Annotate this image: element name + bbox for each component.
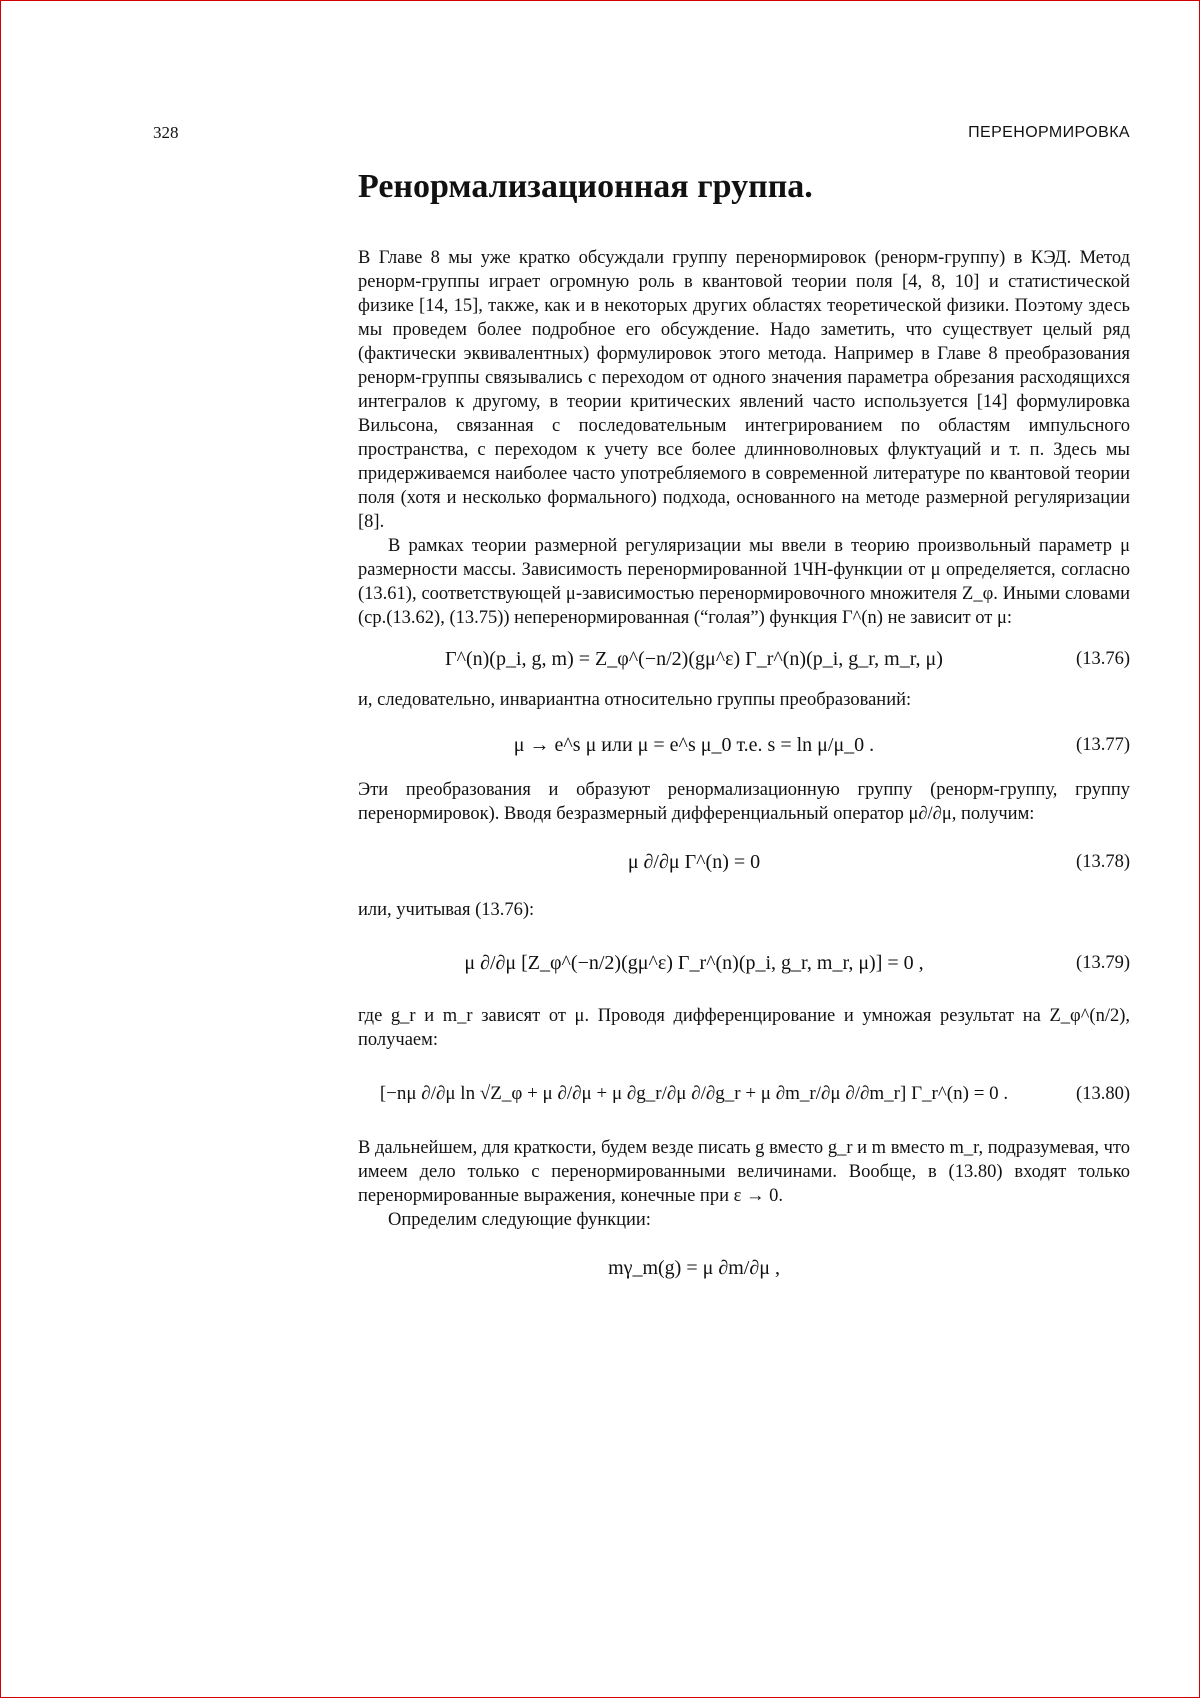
- paragraph-intro: В Главе 8 мы уже кратко обсуждали группу перенормировок (ренорм-группу) в КЭД. Метод ренорм-группы играет огромную роль в квантовой теории поля [4, 8, 10] и статистической физике [14, 15], также, как и в некоторых других областях теоретической физики. Поэтому здесь мы проведем более подробное его обсуждение. Надо заметить, что существует целый ряд (фактически эквивалентных) формулировок этого метода. Например в Главе 8 преобразования ренорм-группы связывались с переходом от одного значения параметра обрезания расходящихся интегралов к другому, в теории критических явлений часто используется [14] формулировка Вильсона, связанная с последовательным интегрированием по областям импульсного пространства, с переходом к учету все более длинноволновых флуктуаций и т. п. Здесь мы придерживаемся наиболее часто употребляемого в современной литературе по квантовой теории поля (хотя и несколько формального) подхода, основанного на методе размерной регуляризации [8].: [358, 248, 1130, 532]
- paragraph-considering: или, учитывая (13.76):: [358, 900, 535, 920]
- equation-13-78: [358, 826, 1130, 898]
- equation-13-79: [358, 922, 1130, 1004]
- equation-number: (13.78): [1076, 851, 1130, 872]
- equation-body: μ ∂/∂μ Γ^(n) = 0: [627, 850, 761, 873]
- equation-number: (13.79): [1076, 952, 1130, 973]
- section-title: Ренормализационная группа.: [358, 168, 813, 205]
- page-content: [358, 164, 1130, 1304]
- running-title: ПЕРЕНОРМИРОВКА: [968, 124, 1130, 141]
- equation-body: μ → e^s μ или μ = e^s μ_0 т.е. s = ln μ/μ_0 .: [513, 733, 875, 756]
- equation-number: (13.76): [1076, 648, 1130, 669]
- paragraph-invariance: и, следовательно, инвариантна относительно группы преобразований:: [358, 690, 912, 710]
- page-number: 328: [153, 123, 179, 142]
- paragraph-regularization: В рамках теории размерной регуляризации мы ввели в теорию произвольный параметр μ размерности массы. Зависимость перенормированной 1ЧН-функции от μ определяется, согласно (13.61), соответствующей μ-зависимостью перенормировочного множителя Z_φ. Иными словами (ср.(13.62), (13.75)) неперенормированная (“голая”) функция Γ^(n) не зависит от μ:: [358, 536, 1130, 628]
- equation-number: (13.77): [1076, 734, 1130, 755]
- equation-body: [−nμ ∂/∂μ ln √Z_φ + μ ∂/∂μ + μ ∂g_r/∂μ ∂/∂g_r + μ ∂m_r/∂μ ∂/∂m_r] Γ_r^(n) = 0 .: [379, 1083, 1009, 1104]
- equation-gamma-m: [358, 1232, 1130, 1304]
- equation-body: μ ∂/∂μ [Z_φ^(−n/2)(gμ^ε) Γ_r^(n)(p_i, g_r, m_r, μ)] = 0 ,: [464, 951, 924, 974]
- equation-13-80: [358, 1052, 1130, 1136]
- paragraph-notation: В дальнейшем, для краткости, будем везде писать g вместо g_r и m вместо m_r, подразумевая, что имеем дело только с перенормированными величинами. Вообще, в (13.80) входят только перенормированные выражения, конечные при ε → 0.: [358, 1138, 1130, 1206]
- paragraph-define-functions: Определим следующие функции:: [388, 1210, 651, 1230]
- equation-number: (13.80): [1076, 1083, 1130, 1104]
- equation-13-76: [358, 630, 1130, 688]
- equation-13-77: [358, 712, 1130, 778]
- paragraph-rg-definition: Эти преобразования и образуют ренормализационную группу (ренорм-группу, группу перенормировок). Вводя безразмерный дифференциальный оператор μ∂/∂μ, получим:: [358, 780, 1130, 824]
- equation-body: mγ_m(g) = μ ∂m/∂μ ,: [608, 1256, 780, 1279]
- equation-body: Γ^(n)(p_i, g, m) = Z_φ^(−n/2)(gμ^ε) Γ_r^(n)(p_i, g_r, m_r, μ): [445, 647, 943, 670]
- running-head: [153, 122, 1130, 144]
- paragraph-differentiation: где g_r и m_r зависят от μ. Проводя дифференцирование и умножая результат на Z_φ^(n/2), получаем:: [358, 1006, 1130, 1050]
